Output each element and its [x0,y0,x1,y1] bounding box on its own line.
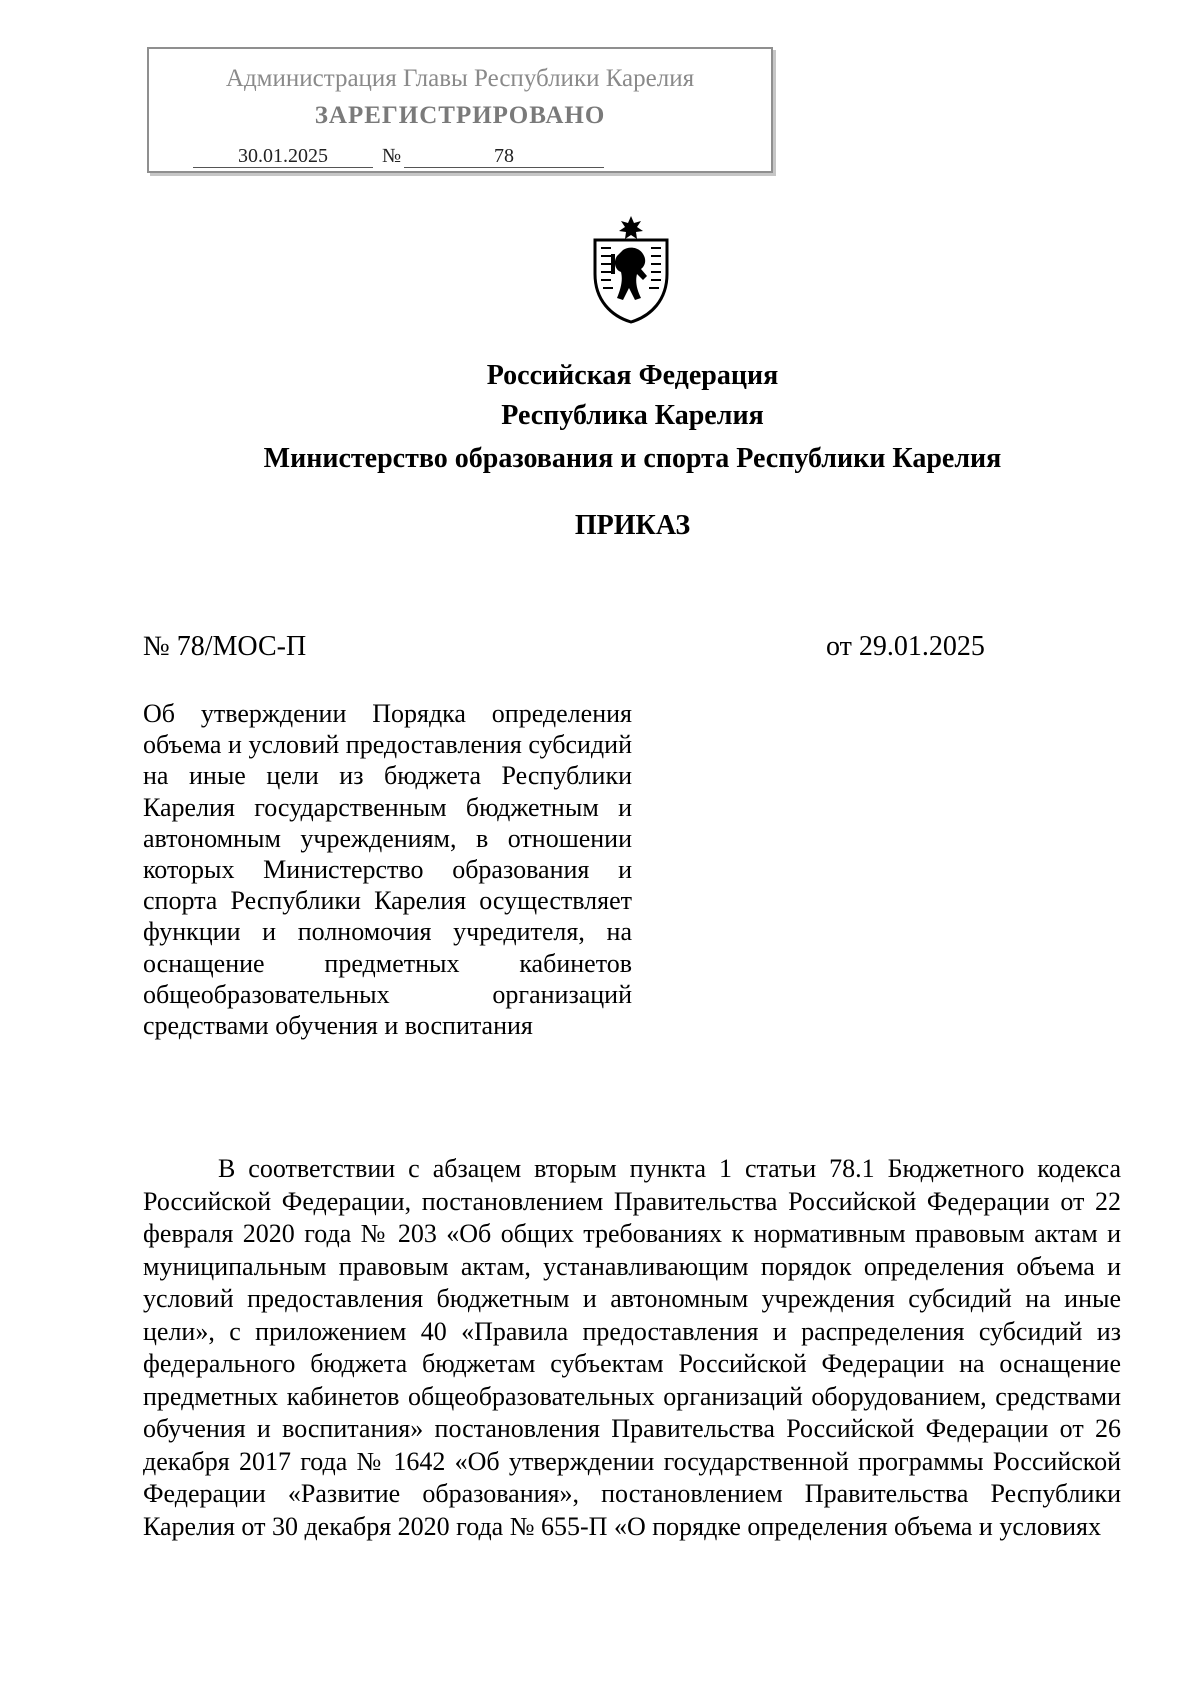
order-number: № 78/МОС-П [143,631,307,662]
header-ministry: Министерство образования и спорта Республики Карелия [263,443,1002,474]
stamp-number-label: № [382,145,402,167]
order-subject: Об утверждении Порядка определения объема и условий предоставления субсидий на иные цели из бюджета Республики Карелия государственным бюджетным и автономным учреждениям, в отношении которых Министерство образования и спорта Республики Карелия осуществляет функции и полномочия учредителя, на оснащение предметных кабинетов общеобразовательных организаций средствами обучения и воспитания [143,699,632,1041]
stamp-registered-label: ЗАРЕГИСТРИРОВАНО [314,102,606,129]
stamp-date: 30.01.2025 [193,145,373,168]
stamp-number: 78 [404,145,604,168]
order-date: от 29.01.2025 [826,631,985,662]
header-region: Республика Карелия [501,400,764,431]
order-body-paragraph: В соответствии с абзацем вторым пункта 1 статьи 78.1 Бюджетного кодекса Российской Федерации, постановлением Правительства Российской Федерации от 22 февраля 2020 года № 203 «Об общих требованиях к нормативным правовым актам и муниципальным правовым актам, устанавливающим порядок определения объема и условий предоставления бюджетным и автономным учреждения субсидий на иные цели», с приложением 40 «Правила предоставления и распределения субсидий из федерального бюджета бюджетам субъектам Российской Федерации на оснащение предметных кабинетов общеобразовательных организаций оборудованием, средствами обучения и воспитания» постановления Правительства Российской Федерации от 26 декабря 2017 года № 1642 «Об утверждении государственной программы Российской Федерации «Развитие образования», постановлением Правительства Республики Карелия от 30 декабря 2020 года № 655-П «О порядке определения объема и условиях [143,1154,1121,1541]
stamp-authority: Администрация Главы Республики Карелия [225,65,695,92]
document-type-title: ПРИКАЗ [574,510,691,541]
registration-stamp [147,47,773,173]
header-country: Российская Федерация [486,360,779,391]
karelia-coat-of-arms-icon [585,214,677,324]
